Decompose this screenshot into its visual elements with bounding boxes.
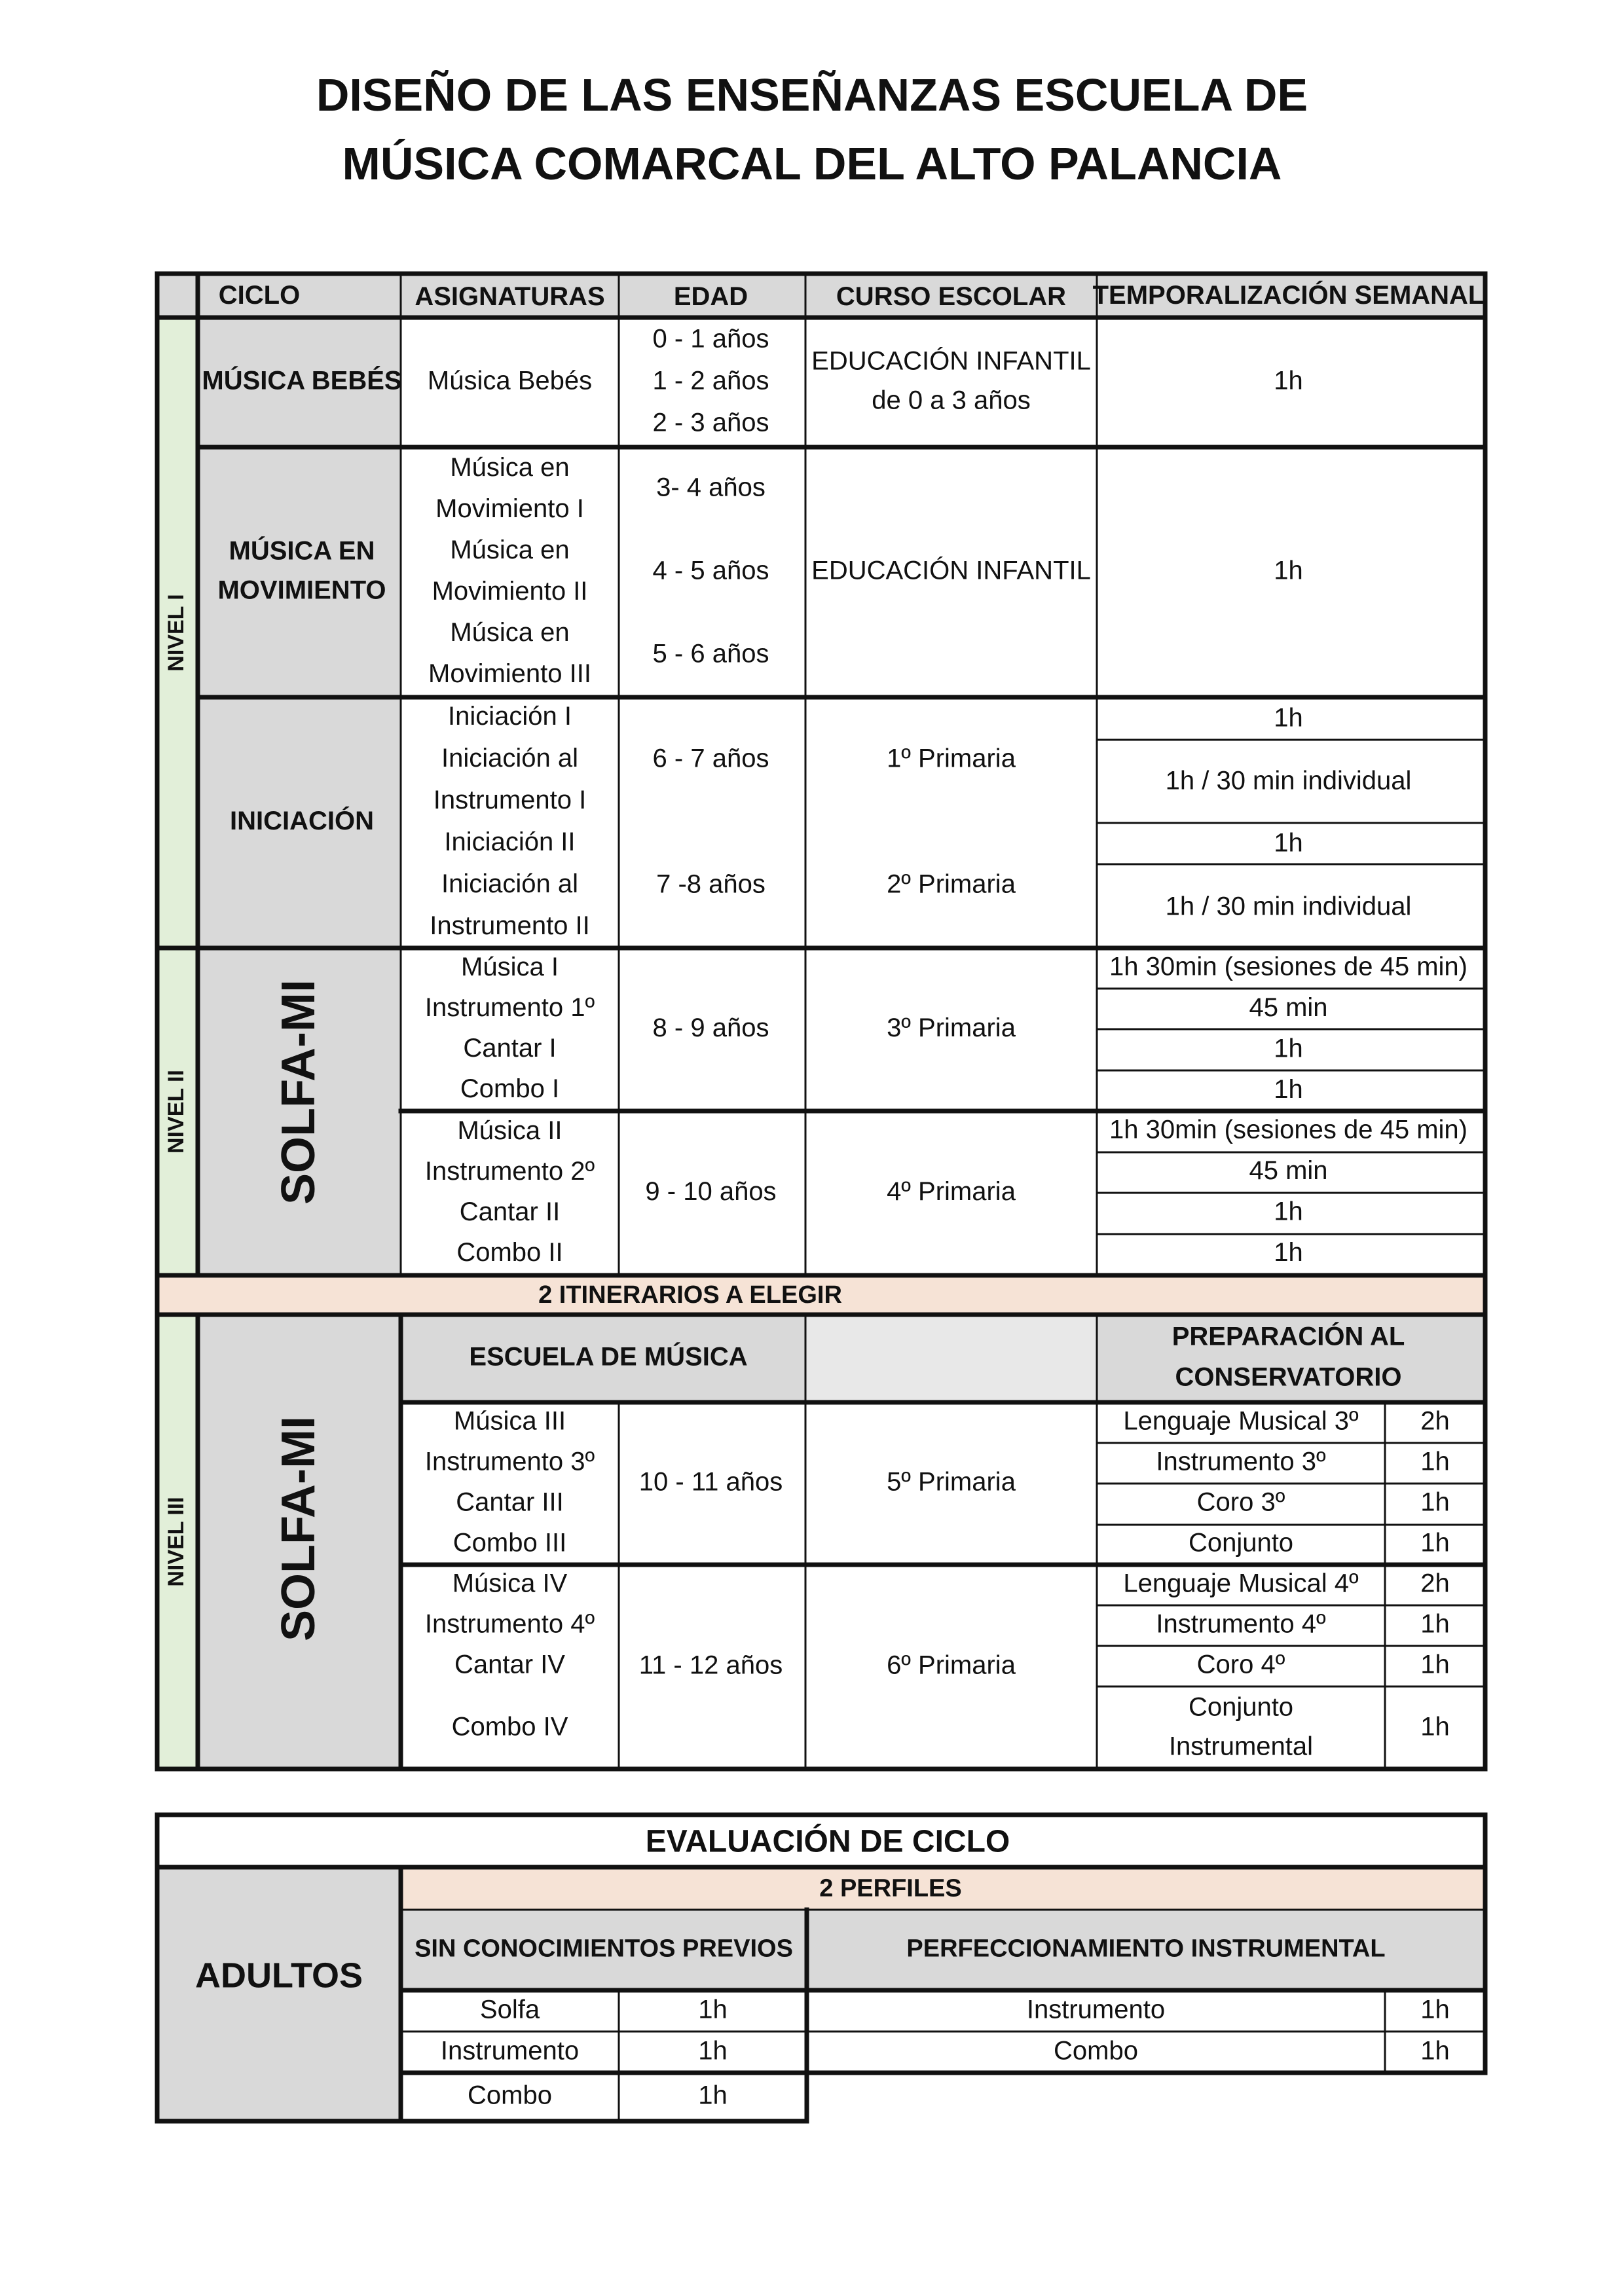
temp-text: 45 min [1249,1156,1328,1186]
asignatura-text: Cantar IV [454,1650,565,1679]
curso-text: 5º Primaria [887,1467,1016,1497]
asignatura-text: Movimiento II [432,577,588,606]
asignatura-text: Música II [457,1116,563,1146]
curso-text: 2º Primaria [887,869,1016,899]
asignatura-text: Instrumento II [430,911,590,941]
evaluacion-label: EVALUACIÓN DE CICLO [645,1824,1010,1859]
asignatura-text: Instrumento 3º [424,1447,595,1476]
itinerarios-label: 2 ITINERARIOS A ELEGIR [538,1281,842,1309]
escuela-header: ESCUELA DE MÚSICA [469,1342,748,1372]
edad-text: 4 - 5 años [652,556,769,585]
asignatura-text: Iniciación al [441,869,579,899]
asignatura-text: Iniciación I [448,702,572,731]
asignatura-text: Música I [461,953,559,982]
prep-hours: 2h [1420,1406,1450,1436]
temp-text: 1h [1274,703,1303,733]
prep-subject: Lenguaje Musical 4º [1123,1569,1359,1598]
prep-subject: Conjunto [1188,1692,1294,1722]
sin-subject: Solfa [479,1995,540,2024]
prep-subject: Instrumento 3º [1156,1447,1326,1476]
asignatura-text: Iniciación II [444,828,576,857]
temp-text: 1h [1274,1197,1303,1226]
edad-text: 1 - 2 años [652,366,769,395]
perf-subject: Combo [1054,2036,1138,2066]
temp-text: 1h [1274,1238,1303,1267]
perfeccionamiento-header: PERFECCIONAMIENTO INSTRUMENTAL [906,1935,1386,1963]
curso-text: EDUCACIÓN INFANTIL [811,346,1091,376]
edad-text: 11 - 12 años [638,1650,783,1680]
header-temporalizacion: TEMPORALIZACIÓN SEMANAL [1092,281,1485,310]
curso-text: 3º Primaria [887,1013,1016,1043]
nivel-2-label: NIVEL II [163,1070,189,1154]
adultos-label: ADULTOS [195,1956,363,1995]
asignatura-text: Combo II [456,1238,563,1267]
temp-text: 1h [1274,1075,1303,1104]
nivel-3-label: NIVEL III [163,1497,189,1587]
asignatura-text: Música IV [452,1569,568,1598]
prep-subject: Lenguaje Musical 3º [1123,1406,1359,1436]
edad-text: 5 - 6 años [652,639,769,668]
page-title-line-2: MÚSICA COMARCAL DEL ALTO PALANCIA [342,138,1282,189]
edad-text: 9 - 10 años [645,1177,777,1207]
preparacion-header: CONSERVATORIO [1175,1362,1402,1392]
temp-text: 1h 30min (sesiones de 45 min) [1109,1115,1467,1144]
asignatura-text: Música en [450,453,570,483]
header-asignaturas: ASIGNATURAS [415,282,605,312]
perf-hours: 1h [1420,1995,1450,2024]
prep-hours: 1h [1420,1447,1450,1476]
sin-hours: 1h [698,2036,728,2066]
asignatura-text: Cantar II [459,1197,561,1227]
temp-text: 1h [1274,1034,1303,1063]
asignatura-text: Combo I [460,1074,560,1104]
blank-header-fill [805,1315,1097,1402]
edad-text: 0 - 1 años [652,324,769,354]
nivel-1-label: NIVEL I [163,594,189,672]
asignatura-text: Música en [450,536,570,565]
curso-text: 6º Primaria [887,1650,1016,1680]
edad-text: 10 - 11 años [638,1467,783,1497]
edad-text: 2 - 3 años [652,408,769,437]
prep-hours: 1h [1420,1712,1450,1741]
asignatura-text: Cantar III [456,1487,564,1517]
temp-text: 1h / 30 min individual [1165,766,1412,795]
prep-hours: 1h [1420,1609,1450,1639]
curso-text: de 0 a 3 años [872,386,1031,415]
prep-subject: Instrumento 4º [1156,1609,1326,1639]
curso-text: 1º Primaria [887,744,1016,773]
solfami-label: SOLFA-MI [272,979,325,1205]
prep-hours: 1h [1420,1528,1450,1558]
sin-hours: 1h [698,1995,728,2024]
asignatura-text: Iniciación al [441,744,579,773]
ciclo-iniciacion: INICIACIÓN [230,807,374,836]
prep-hours: 2h [1420,1569,1450,1598]
solfami-label: SOLFA-MI [272,1416,325,1641]
perf-hours: 1h [1420,2036,1450,2066]
header-curso: CURSO ESCOLAR [836,282,1067,312]
asignatura-text: Combo III [452,1528,567,1558]
prep-subject: Conjunto [1188,1528,1294,1558]
header-edad: EDAD [673,282,748,312]
curso-text: 4º Primaria [887,1177,1016,1207]
asignatura-text: Movimiento III [428,659,591,689]
header-ciclo: CICLO [218,281,301,310]
edad-text: 6 - 7 años [652,744,769,773]
temp-text: 1h [1274,556,1303,585]
prep-subject: Instrumental [1168,1732,1314,1761]
ciclo-bebes: MÚSICA BEBÉS [202,366,402,395]
page-title-line-1: DISEÑO DE LAS ENSEÑANZAS ESCUELA DE [316,69,1308,120]
ciclo-movimiento: MOVIMIENTO [217,575,386,605]
edad-text: 7 -8 años [656,869,766,899]
temp-text: 1h [1274,828,1303,858]
temp-text: 1h 30min (sesiones de 45 min) [1109,952,1467,981]
asignatura-text: Música en [450,618,570,647]
ciclo-movimiento: MÚSICA EN [229,536,375,566]
sin-subject: Instrumento [440,2036,580,2066]
asignatura-text: Combo IV [451,1712,568,1741]
asignatura-text: Música III [453,1406,566,1436]
sin-hours: 1h [698,2081,728,2110]
asignatura-text: Instrumento 2º [424,1157,595,1186]
sin-conocimientos-header: SIN CONOCIMIENTOS PREVIOS [415,1935,793,1963]
prep-hours: 1h [1420,1487,1450,1517]
perfiles-label: 2 PERFILES [819,1874,962,1903]
temp-text: 45 min [1249,993,1328,1023]
edad-text: 8 - 9 años [652,1013,769,1043]
prep-subject: Coro 3º [1196,1487,1285,1517]
preparacion-header: PREPARACIÓN AL [1172,1322,1405,1351]
temp-text: 1h / 30 min individual [1165,892,1412,921]
prep-hours: 1h [1420,1650,1450,1679]
prep-subject: Coro 4º [1196,1650,1285,1679]
asignatura-text: Instrumento 4º [424,1609,595,1639]
curso-text: EDUCACIÓN INFANTIL [811,556,1091,585]
sin-subject: Combo [468,2081,552,2110]
asignatura-text: Cantar I [463,1034,557,1063]
temp-text: 1h [1274,366,1303,395]
asignatura-text: Instrumento 1º [424,993,595,1023]
asignatura-text: Instrumento I [433,786,587,815]
perf-subject: Instrumento [1026,1995,1166,2024]
edad-text: 3- 4 años [656,473,766,502]
asignatura-text: Movimiento I [435,494,584,524]
asignatura-text: Música Bebés [427,366,593,395]
